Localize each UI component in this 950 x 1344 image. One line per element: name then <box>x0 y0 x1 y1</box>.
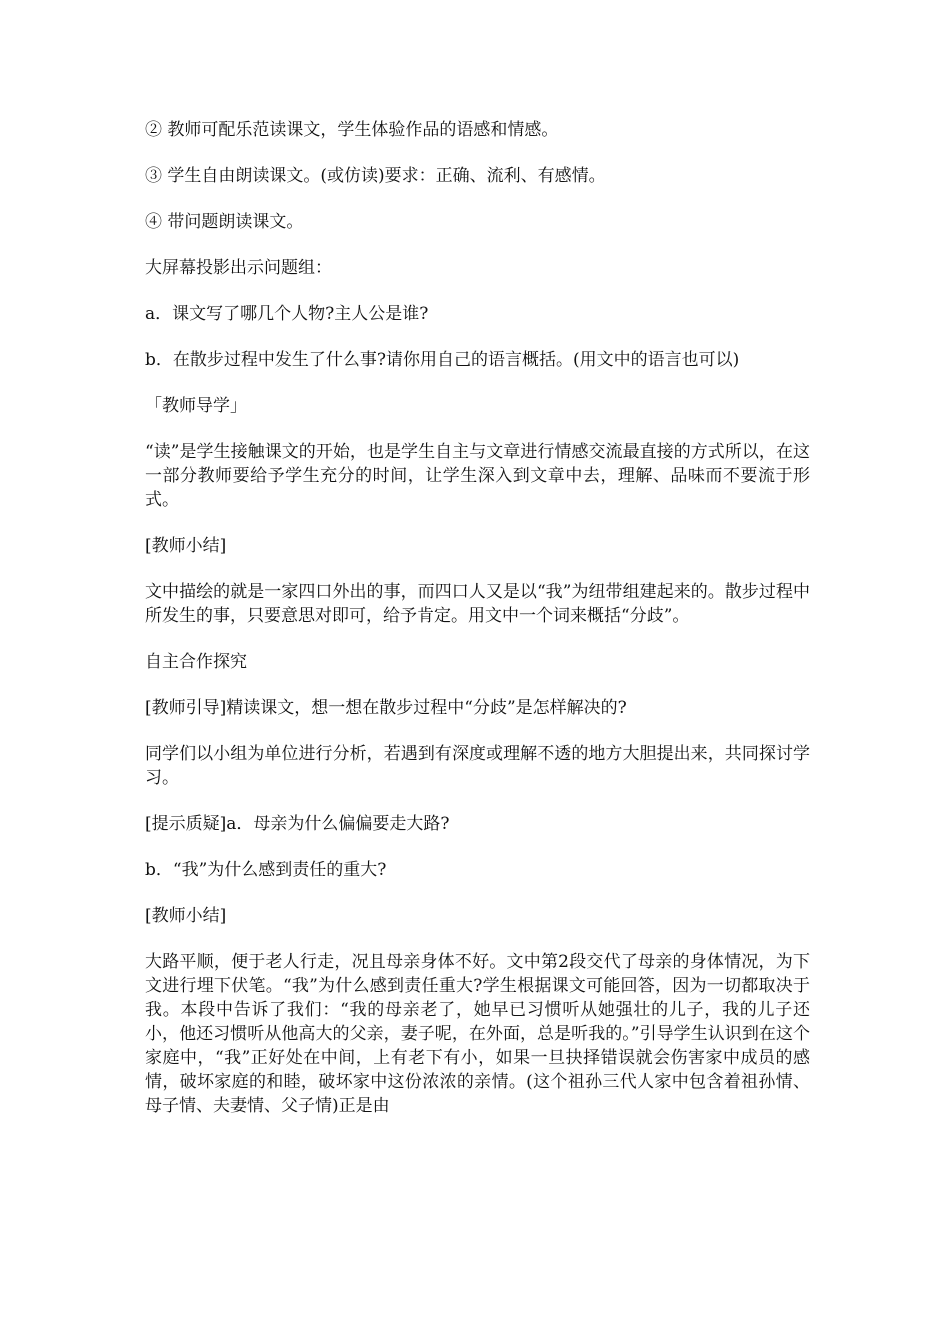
heading-teacher-summary-1: [教师小结] <box>145 536 227 556</box>
paragraph-step-2: ② 教师可配乐范读课文，学生体验作品的语感和情感。 <box>145 120 559 140</box>
paragraph-prompt-question-a: [提示质疑]a．母亲为什么偏偏要走大路? <box>145 814 450 834</box>
paragraph-step-3: ③ 学生自由朗读课文。(或仿读)要求：正确、流利、有感情。 <box>145 166 606 186</box>
paragraph-teacher-lead: [教师引导]精读课文，想一想在散步过程中“分歧”是怎样解决的? <box>145 698 627 718</box>
paragraph-prompt-question-b: b．“我”为什么感到责任的重大? <box>145 860 387 880</box>
heading-cooperative-inquiry: 自主合作探究 <box>145 652 247 672</box>
heading-teacher-summary-2: [教师小结] <box>145 906 227 926</box>
heading-teacher-guide: 「教师导学」 <box>145 396 247 416</box>
paragraph-question-b: b．在散步过程中发生了什么事?请你用自己的语言概括。(用文中的语言也可以) <box>145 350 740 370</box>
document-page <box>145 118 810 1140</box>
paragraph-summary-2: 大路平顺，便于老人行走，况且母亲身体不好。文中第2段交代了母亲的身体情况，为下文进行埋下伏笔。“我”为什么感到责任重大?学生根据课文可能回答，因为一切都取决于我。本段中告诉了我们：“我的母亲老了，她早已习惯听从她强壮的儿子，我的儿子还小，他还习惯听从他高大的父亲，妻子呢，在外面，总是听我的。”引导学生认识到在这个家庭中，“我”正好处在中间，上有老下有小，如果一旦抉择错误就会伤害家中成员的感情，破坏家庭的和睦，破坏家中这份浓浓的亲情。(这个祖孙三代人家中包含着祖孙情、母子情、夫妻情、父子情)正是由 <box>145 952 810 1116</box>
paragraph-reading-guide: “读”是学生接触课文的开始，也是学生自主与文章进行情感交流最直接的方式所以，在这一部分教师要给予学生充分的时间，让学生深入到文章中去，理解、品味而不要流于形式。 <box>145 442 810 510</box>
paragraph-group-analysis: 同学们以小组为单位进行分析，若遇到有深度或理解不透的地方大胆提出来，共同探讨学习。 <box>145 744 810 788</box>
paragraph-question-a: a．课文写了哪几个人物?主人公是谁? <box>145 304 429 324</box>
paragraph-step-4: ④ 带问题朗读课文。 <box>145 212 304 232</box>
paragraph-summary-1: 文中描绘的就是一家四口外出的事，而四口人又是以“我”为纽带组建起来的。散步过程中所发生的事，只要意思对即可，给予肯定。用文中一个词来概括“分歧”。 <box>145 582 810 626</box>
paragraph-projection-intro: 大屏幕投影出示问题组： <box>145 258 332 278</box>
